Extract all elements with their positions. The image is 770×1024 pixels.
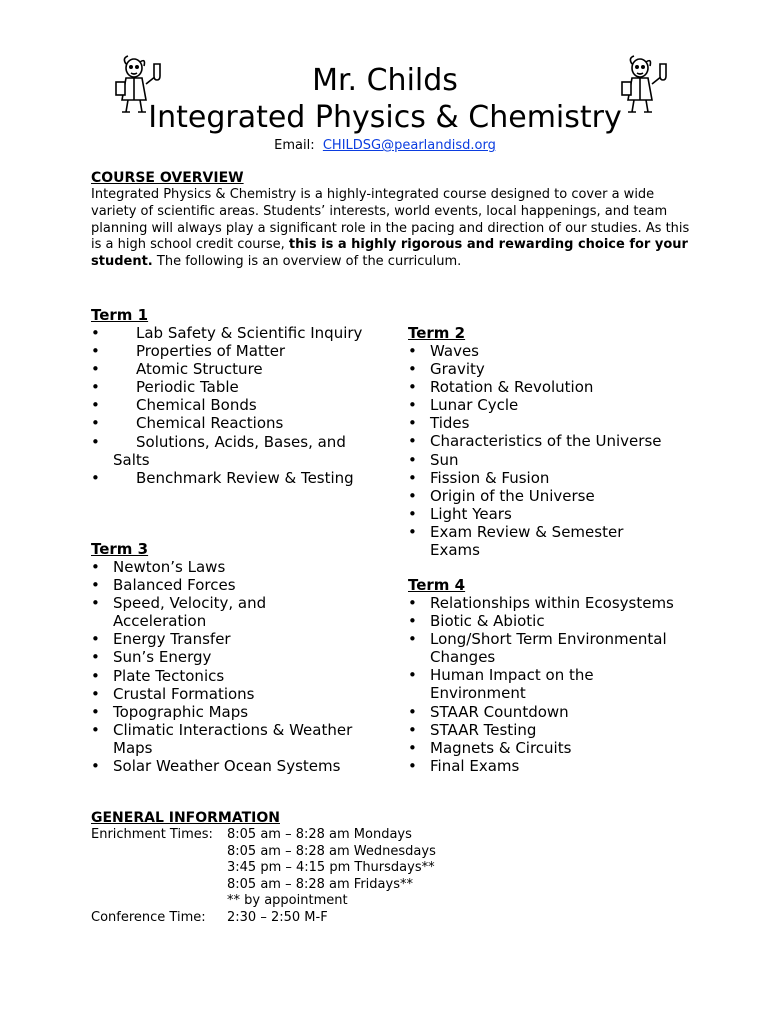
term-3 xyxy=(91,540,381,775)
email-label: Email: xyxy=(274,138,315,153)
schedule-note: ** by appointment xyxy=(227,893,348,909)
list-item: • Solar Weather Ocean Systems xyxy=(91,757,381,775)
overview-text: Integrated Physics & Chemistry is a highly-integrated course designed to cover a wide variety of scientific areas. Students’ interests, world events, local happenings, and team planning will always play a significant role in the pacing and direction of our studies. As this is a high school credit course, xyxy=(91,187,690,253)
list-item: • Climatic Interactions & Weather Maps xyxy=(91,721,383,757)
term-1-list xyxy=(91,324,381,487)
list-item: • Origin of the Universe xyxy=(408,487,698,505)
list-item: • Fission & Fusion xyxy=(408,469,698,487)
list-item: • Atomic Structure xyxy=(91,360,381,378)
schedule-value: 3:45 pm – 4:15 pm Thursdays** xyxy=(227,860,435,876)
list-item: • Topographic Maps xyxy=(91,703,381,721)
list-item: • Long/Short Term Environmental Changes xyxy=(408,630,680,666)
term-3-title: Term 3 xyxy=(91,540,149,558)
term-1-title: Term 1 xyxy=(91,306,149,324)
list-item: • Tides xyxy=(408,414,698,432)
list-item: • STAAR Testing xyxy=(408,721,698,739)
list-item: • Solutions, Acids, Bases, and Salts xyxy=(91,433,381,469)
list-item: • Benchmark Review & Testing xyxy=(91,469,381,487)
conference-value: 2:30 – 2:50 M-F xyxy=(227,909,328,925)
list-item: • Energy Transfer xyxy=(91,630,381,648)
list-item: • Periodic Table xyxy=(91,378,381,396)
list-item: • Speed, Velocity, and Acceleration xyxy=(91,594,293,630)
term-3-list xyxy=(91,558,381,775)
general-information xyxy=(91,810,691,927)
list-item: • Human Impact on the Environment xyxy=(408,666,630,702)
schedule-value: 8:05 am – 8:28 am Fridays** xyxy=(227,876,413,892)
list-item: • STAAR Countdown xyxy=(408,703,698,721)
list-item: • Chemical Reactions xyxy=(91,414,381,432)
email-link[interactable]: CHILDSG@pearlandisd.org xyxy=(322,138,496,153)
list-item: • Balanced Forces xyxy=(91,576,381,594)
term-4-title: Term 4 xyxy=(408,576,466,594)
list-item: • Waves xyxy=(408,342,698,360)
teacher-name: Mr. Childs xyxy=(312,63,458,98)
term-2-title: Term 2 xyxy=(408,324,466,342)
list-item: • Biotic & Abiotic xyxy=(408,612,698,630)
list-item: • Lunar Cycle xyxy=(408,396,698,414)
list-item: • Chemical Bonds xyxy=(91,396,381,414)
term-4 xyxy=(408,576,698,775)
list-item: • Newton’s Laws xyxy=(91,558,381,576)
term-4-list xyxy=(408,594,698,775)
general-heading: GENERAL INFORMATION xyxy=(91,810,280,826)
list-item: • Exam Review & Semester Exams xyxy=(408,523,640,559)
list-item: • Crustal Formations xyxy=(91,685,381,703)
list-item: • Properties of Matter xyxy=(91,342,381,360)
conference-label: Conference Time: xyxy=(91,909,206,925)
course-title: Integrated Physics & Chemistry xyxy=(148,100,622,135)
list-item: • Magnets & Circuits xyxy=(408,739,698,757)
course-overview xyxy=(91,170,691,271)
list-item: • Plate Tectonics xyxy=(91,667,381,685)
list-item: • Rotation & Revolution xyxy=(408,378,698,396)
term-2 xyxy=(408,324,698,559)
term-2-list xyxy=(408,342,698,559)
overview-paragraph xyxy=(91,187,691,271)
overview-bold-text: this is a highly rigorous and rewarding choice for your student. xyxy=(91,237,688,270)
list-item: • Sun’s Energy xyxy=(91,648,381,666)
overview-text-end: The following is an overview of the curriculum. xyxy=(152,254,462,270)
enrichment-label: Enrichment Times: xyxy=(91,827,213,842)
document-header xyxy=(0,62,770,153)
list-item: • Gravity xyxy=(408,360,698,378)
schedule-value: 8:05 am – 8:28 am Wednesdays xyxy=(227,843,436,859)
overview-heading: COURSE OVERVIEW xyxy=(91,170,244,186)
list-item: • Light Years xyxy=(408,505,698,523)
schedule-value: 8:05 am – 8:28 am Mondays xyxy=(227,827,412,842)
list-item: • Lab Safety & Scientific Inquiry xyxy=(91,324,381,342)
term-1 xyxy=(91,306,381,487)
list-item: • Characteristics of the Universe xyxy=(408,432,698,450)
email-line xyxy=(0,138,770,153)
schedule-table xyxy=(91,827,436,927)
list-item: • Final Exams xyxy=(408,757,698,775)
list-item: • Sun xyxy=(408,451,698,469)
list-item: • Relationships within Ecosystems xyxy=(408,594,698,612)
